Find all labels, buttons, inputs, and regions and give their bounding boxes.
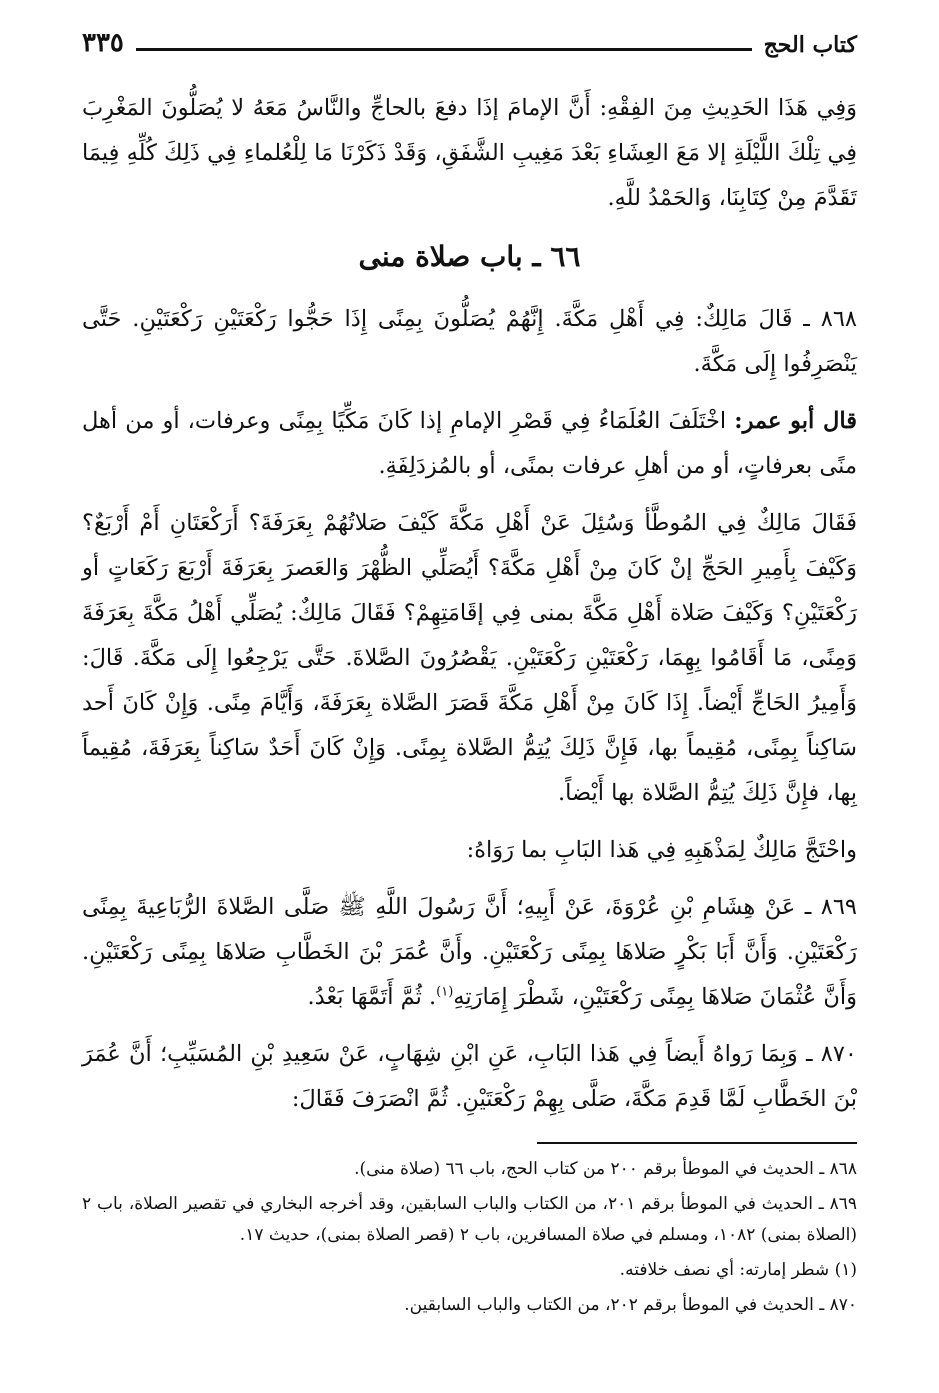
intro-paragraph: وَفِي هَذَا الحَدِيثِ مِنَ الفِقْهِ: أَنَّ الإمامَ إذَا دفعَ بالحاجِّ والنَّاسُ مَعَهُ لا يُصَلُّونَ المَغْرِبَ فِي تِلْكَ اللَّيْلَةِ إلا مَعَ العِشَاءِ بَعْدَ مَغِيبِ الشَّفَقِ، وَقَدْ ذَكَرْنَا مَا لِلْعُلماءِ فِي ذَلِكَ كُلِّهِ فِيمَا تَقَدَّمَ مِنْ كِتَابِنَا، وَالحَمْدُ للَّهِ. [82,95,857,211]
footnote-869: ٨٦٩ ـ الحديث في الموطأ برقم ٢٠١، من الكتاب والباب السابقين، وقد أخرجه البخاري في تقصير الصلاة، باب ٢ (الصلاة بمنى) ١٠٨٢، ومسلم في صلاة المسافرين، باب ٢ (قصر الصلاة بمنى)، حديث ١٧. [82,1194,858,1245]
abu-umar-paragraph [82,399,857,489]
hadith-868: ٨٦٨ ـ قَالَ مَالِكٌ: فِي أَهْلِ مَكَّةَ. إِنَّهُمْ يُصَلُّونَ بِمِنًى إِذَا حَجُّوا رَكْعَتَيْنِ رَكْعَتَيْنِ. حَتَّى يَنْصَرِفُوا إِلَى مَكَّةَ. [82,306,857,377]
header-rule [136,48,752,51]
malik-paragraph: فَقَالَ مَالِكٌ فِي المُوطَّأ وَسُئِلَ عَنْ أَهْلِ مَكَّةَ كَيْفَ صَلاتُهُمْ بِعَرَفَةَ؟ أَرَكْعَتَانِ أَمْ أَرْبَعٌ؟ وَكَيْفَ بِأَمِيرِ الحَجِّ إنْ كَانَ مِنْ أَهْلِ مَكَّةَ؟ أَيُصَلِّي الظُّهْرَ وَالعَصرَ بِعَرَفَةَ أَرْبَعَ رَكَعَاتٍ أو رَكْعَتَيْنِ؟ وَكَيْفَ صَلاة أَهْلِ مَكَّةَ بمنى فِي إقَامَتِهِمْ؟ فَقَالَ مَالِكٌ: يُصَلِّي أَهْلُ مَكَّةَ بِعَرَفَةَ وَمِنًى، مَا أَقَامُوا بِهِمَا، رَكْعَتَيْنِ رَكْعَتَيْنِ. يَقْصُرُونَ الصَّلاةَ. حَتَّى يَرْجِعُوا إِلَى مَكَّةَ. قَالَ: وَأَمِيرُ الحَاجِّ أَيْضاً. إِذَا كَانَ مِنْ أَهْلِ مَكَّةَ قَصَرَ الصَّلاة بِعَرَفَةَ، وَأَيَّامَ مِنًى. وَإِنْ كَانَ أَحد سَاكِناً بِمِنًى، مُقِيماً بها، فَإِنَّ ذَلِكَ يُتِمُّ الصَّلاة بِمِنًى. وَإِنْ كَانَ أَحَدٌ سَاكِناً بِعَرَفَةَ، مُقِيماً بِها، فإِنَّ ذَلِكَ يُتِمُّ الصَّلاة بها أَيْضاً. [82,510,857,806]
page-number: ٣٣٥ [82,28,124,58]
running-header [82,24,857,58]
hadith-869-text: ٨٦٩ ـ عَنْ هِشَامِ بْنِ عُرْوَةَ، عَنْ أَبِيهِ؛ أَنَّ رَسُولَ اللَّهِ ﷺ صَلَّى الصَّلاةَ الرُّبَاعِيةَ بِمِنًى رَكْعَتَيْنِ. وَأَنَّ أَبَا بَكْرٍ صَلاهَا بِمِنًى رَكْعَتَيْنِ. وأَنَّ عُمَرَ بْنَ الخَطَّابِ صَلاهَا بِمِنًى رَكْعَتَيْنِ. وَأَنَّ عُثْمَانَ صَلاهَا بِمِنًى رَكْعَتَيْنِ، شَطْرَ إِمَارَتِهِ [82,894,857,1010]
footnote-rule [537,1142,857,1144]
hadith-869-end: . ثُمَّ أَتَمَّهَا بَعْدُ. [307,984,437,1010]
footnote-ref-1[interactable]: (١) [436,984,454,1000]
footnote-1: (١) شطر إمارته: أي نصف خلافته. [619,1260,857,1280]
footnote-870: ٨٧٠ ـ الحديث في الموطأ برقم ٢٠٢، من الكتاب والباب السابقين. [404,1295,857,1315]
book-title: كتاب الحج [763,32,857,58]
footnote-868: ٨٦٨ ـ الحديث في الموطأ برقم ٢٠٠ من كتاب الحج، باب ٦٦ (صلاة منى). [354,1159,857,1179]
chapter-heading: ٦٦ ـ باب صلاة منى [358,240,581,273]
ihtajja-paragraph: واحْتَجَّ مَالِكٌ لِمَذْهَبِهِ فِي هَذا البَابِ بما رَوَاهُ: [466,837,857,863]
main-text [82,86,857,1122]
footnotes [82,1154,857,1321]
abu-umar-label: قال أبو عمر: [734,408,858,434]
hadith-869 [82,885,857,1020]
abu-umar-text: اخْتَلَفَ العُلَمَاءُ فِي قَصْرِ الإمامِ إذا كَانَ مَكِّيًا بِمِنًى وعرفات، أو من أهل منًى بعرفاتٍ، أو من أهلِ عرفات بمنًى، أو بالمُزدَلِفَةِ. [82,408,857,479]
hadith-870: ٨٧٠ ـ وَبِمَا رَواهُ أَيضاً فِي هَذا البَابِ، عَنِ ابْنِ شِهَابٍ، عَنْ سَعِيدِ بْنِ المُسَيِّبِ؛ أَنَّ عُمَرَ بْنَ الخَطَّابِ لَمَّا قَدِمَ مَكَّةَ، صَلَّى بِهِمْ رَكْعَتَيْنِ. ثُمَّ انْصَرَفَ فَقَالَ: [82,1041,857,1112]
